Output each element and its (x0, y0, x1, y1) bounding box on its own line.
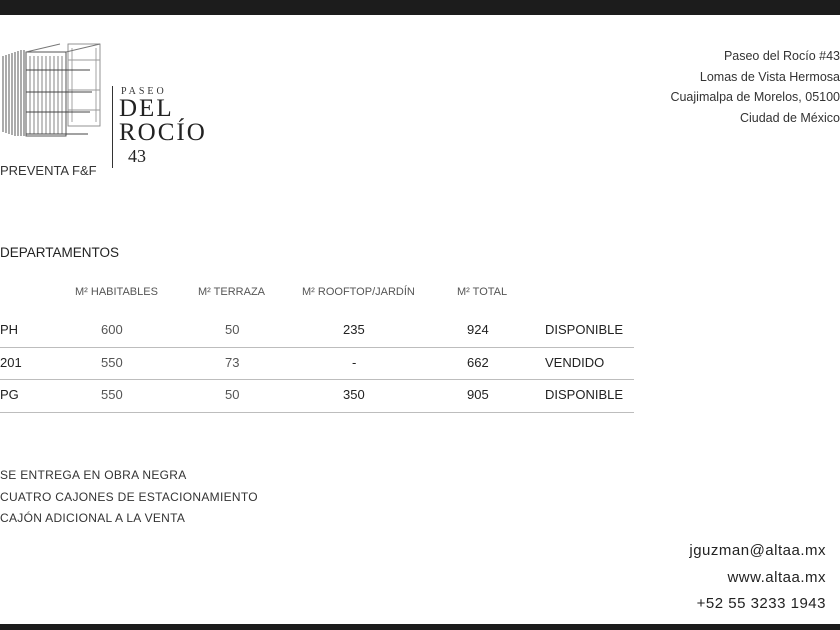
address-line: Ciudad de México (739, 110, 840, 125)
notes-block (0, 465, 258, 530)
row-divider (0, 412, 634, 413)
logo (0, 40, 215, 166)
status-cell: DISPONIBLE (545, 322, 624, 337)
top-border-bar (0, 0, 840, 15)
habitables-cell: 600 (101, 322, 123, 337)
contact-website[interactable]: www.altaa.mx (727, 568, 826, 586)
logo-line-1: DEL (119, 95, 174, 122)
rooftop-cell: - (352, 355, 357, 370)
habitables-cell: 550 (101, 387, 123, 402)
header-terraza: M² TERRAZA (198, 286, 266, 298)
habitables-cell: 550 (101, 355, 123, 370)
contact-email[interactable]: jguzman@altaa.mx (689, 542, 826, 559)
preventa-label: PREVENTA F&F (0, 163, 97, 178)
terraza-cell: 50 (225, 387, 240, 402)
table-row (0, 347, 634, 379)
logo-small-text: PASEO (121, 86, 167, 97)
address-block (670, 46, 840, 128)
contact-block (689, 538, 826, 618)
building-icon (0, 40, 110, 140)
status-cell: VENDIDO (545, 355, 605, 370)
logo-number: 43 (128, 146, 146, 166)
contact-phone[interactable]: +52 55 3233 1943 (696, 595, 826, 612)
header-total: M² TOTAL (457, 286, 508, 298)
note-line: CUATRO CAJONES DE ESTACIONAMIENTO (0, 489, 258, 504)
rooftop-cell: 235 (343, 322, 365, 337)
terraza-cell: 50 (225, 322, 240, 337)
bottom-border-bar (0, 624, 840, 630)
note-line: CAJÓN ADICIONAL A LA VENTA (0, 511, 186, 525)
total-cell: 662 (467, 355, 489, 370)
table-row (0, 314, 634, 346)
note-line: SE ENTREGA EN OBRA NEGRA (0, 468, 187, 482)
status-cell: DISPONIBLE (545, 387, 624, 402)
rooftop-cell: 350 (343, 387, 365, 402)
terraza-cell: 73 (225, 355, 240, 370)
table-row (0, 379, 634, 411)
address-line: Paseo del Rocío #43 (723, 49, 840, 63)
logo-divider (112, 86, 113, 168)
header-habitables: M² HABITABLES (75, 286, 158, 298)
logo-line-2: ROCÍO (119, 119, 207, 146)
address-line: Cuajimalpa de Morelos, 05100 (670, 90, 840, 104)
unit-cell: PG (0, 387, 19, 402)
unit-cell: 201 (0, 355, 22, 370)
address-line: Lomas de Vista Hermosa (699, 69, 840, 84)
unit-cell: PH (0, 322, 19, 337)
total-cell: 924 (467, 322, 489, 337)
header-rooftop: M² ROOFTOP/JARDÍN (302, 286, 415, 298)
section-title: DEPARTAMENTOS (0, 245, 120, 260)
total-cell: 905 (467, 387, 489, 402)
